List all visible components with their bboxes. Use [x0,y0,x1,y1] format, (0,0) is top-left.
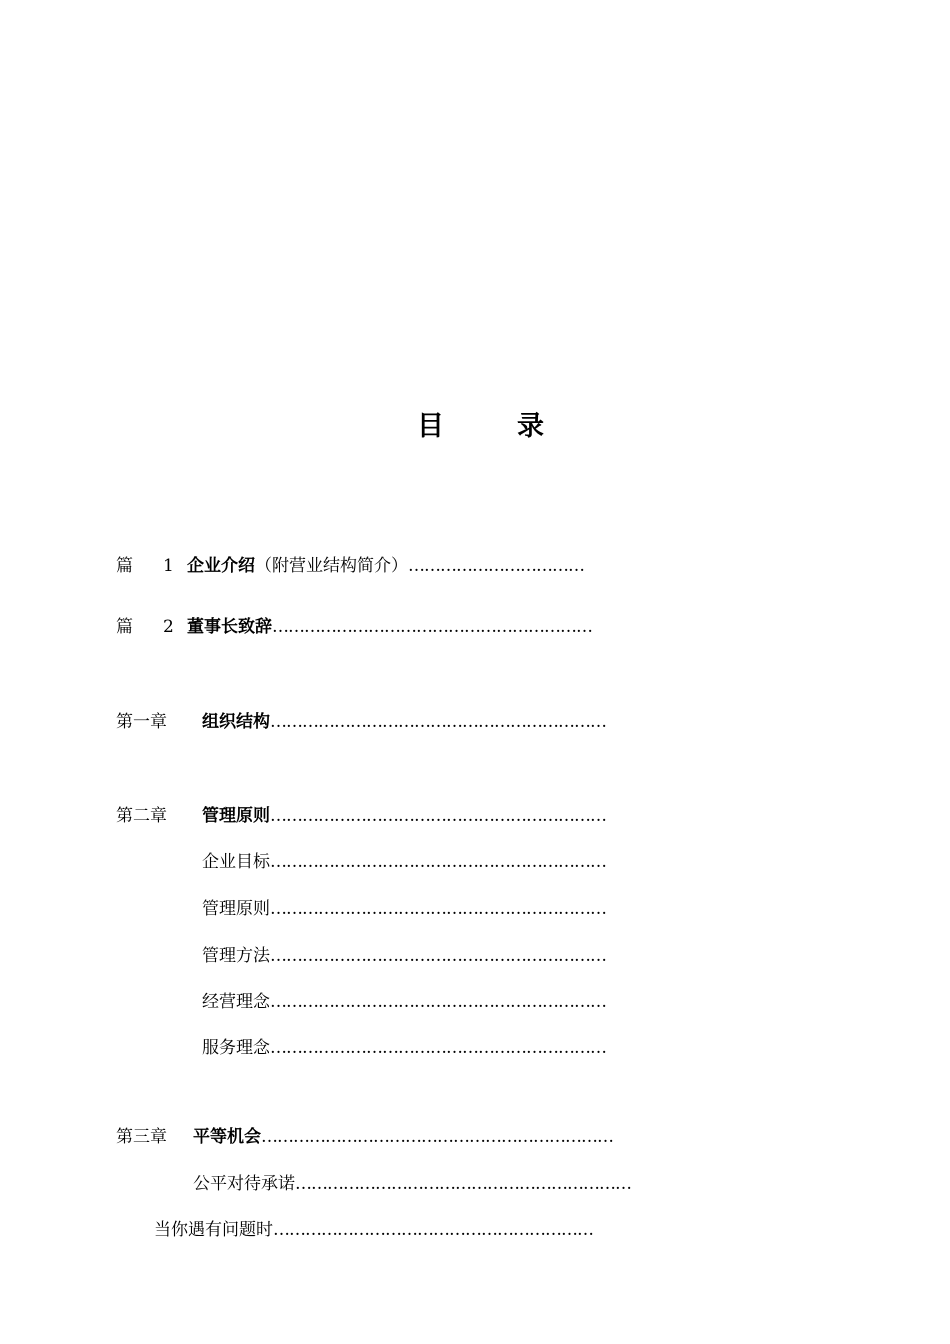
toc-entry-when-problems[interactable] [154,1219,593,1241]
toc-leader: …………………………………………………… [272,617,592,637]
toc-leader: ……………………………………………………… [270,1038,606,1058]
toc-title: 管理原则 [202,806,270,826]
toc-prefix: 第二章 [116,806,167,826]
toc-title: 企业目标 [202,852,270,872]
toc-title: 平等机会 [193,1127,261,1147]
toc-prefix: 第一章 [116,712,167,732]
toc-number: 2 [163,617,174,637]
title-char-1: 目 [417,411,444,442]
toc-entry-fair-treatment[interactable] [193,1173,631,1195]
toc-prefix: 篇 [116,556,133,576]
toc-leader: ……………………………………………………… [270,899,606,919]
toc-entry-business-philosophy[interactable] [202,991,606,1013]
toc-leader: ………………………………………………………… [261,1127,613,1147]
toc-title: 企业介绍 [187,556,255,576]
toc-title: 服务理念 [202,1038,270,1058]
toc-entry-enterprise-goals[interactable] [202,851,606,873]
toc-leader: ……………………………………………………… [270,806,606,826]
toc-entry-chapter-1[interactable] [116,711,606,733]
toc-leader: ……………………………………………………… [295,1174,631,1194]
toc-leader: …………………………… [408,556,584,576]
toc-entry-management-principles[interactable] [202,898,606,920]
toc-leader: ……………………………………………………… [270,712,606,732]
toc-leader: ……………………………………………………… [270,946,606,966]
toc-prefix: 篇 [116,617,133,637]
toc-leader: …………………………………………………… [273,1220,593,1240]
toc-title: 董事长致辞 [187,617,272,637]
toc-entry-part-2[interactable] [116,616,592,638]
title-char-2: 录 [517,411,544,442]
toc-leader: ……………………………………………………… [270,852,606,872]
toc-title: 管理原则 [202,899,270,919]
toc-title: 管理方法 [202,946,270,966]
toc-title: 组织结构 [202,712,270,732]
toc-number: 1 [163,556,174,576]
toc-entry-chapter-2[interactable] [116,805,606,827]
toc-title: 当你遇有问题时 [154,1220,273,1240]
toc-title: 公平对待承诺 [193,1174,295,1194]
toc-leader: ……………………………………………………… [270,992,606,1012]
toc-entry-chapter-3[interactable] [116,1126,613,1148]
toc-entry-management-methods[interactable] [202,945,606,967]
toc-entry-part-1[interactable] [116,555,584,577]
toc-title: 经营理念 [202,992,270,1012]
toc-entry-service-philosophy[interactable] [202,1037,606,1059]
toc-prefix: 第三章 [116,1127,167,1147]
toc-note: （附营业结构简介） [255,556,408,576]
